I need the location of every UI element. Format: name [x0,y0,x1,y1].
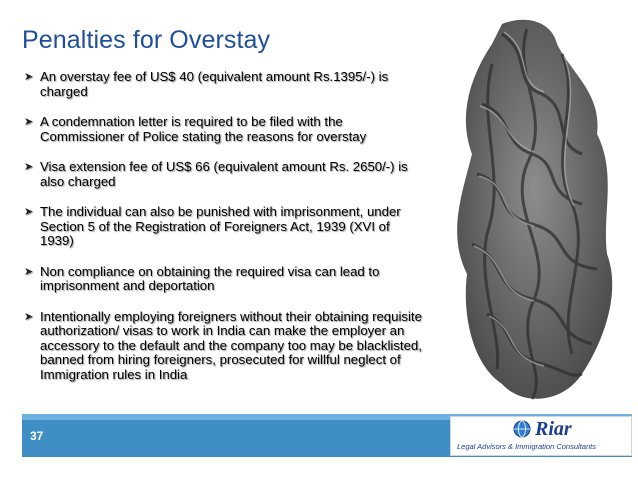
arrow-right-icon: ➤ [24,265,34,278]
arrow-right-icon: ➤ [24,161,34,173]
globe-icon [513,420,531,438]
bullet-text: Non compliance on obtaining the required visa can lead to imprisonment and deportation [40,263,380,293]
arrow-right-icon: ➤ [24,310,34,323]
bullet-item [22,70,422,99]
slide-title: Penalties for Overstay [22,26,271,54]
bullet-text: Visa extension fee of US$ 66 (equivalent amount Rs. 2650/-) is also charged [40,159,408,189]
arrow-right-icon: ➤ [24,71,34,83]
bullet-item [22,160,422,189]
bullet-text: Intentionally employing foreigners without their obtaining requisite authorization/ visas to work in India can make the employer an accessory to the default and the company too may be blacklisted, banned from hiring foreigners, prosecuted for willful neglect of Immigration rules in India [40,308,422,382]
page-number: 37 [30,429,44,443]
knotted-rope-image [432,14,632,409]
bullet-text: An overstay fee of US$ 40 (equivalent amount Rs.1395/-) is charged [40,69,389,99]
bullet-item [22,115,422,144]
logo-tagline: Legal Advisors & Immigration Consultants [457,442,596,451]
logo-name: Riar [535,418,572,440]
bullet-item [22,265,422,294]
footer-bar [22,414,632,457]
bullet-item [22,205,422,249]
bullet-text: A condemnation letter is required to be filed with the Commissioner of Police stating the reasons for overstay [40,114,367,144]
arrow-right-icon: ➤ [24,206,34,218]
bullet-text: The individual can also be punished with imprisonment, under Section 5 of the Registration of Foreigners Act, 1939 (XVI of 1939) [40,204,401,248]
bullet-item [22,310,422,383]
arrow-right-icon: ➤ [24,116,34,128]
bullet-list [22,70,422,398]
riar-logo [450,416,632,456]
